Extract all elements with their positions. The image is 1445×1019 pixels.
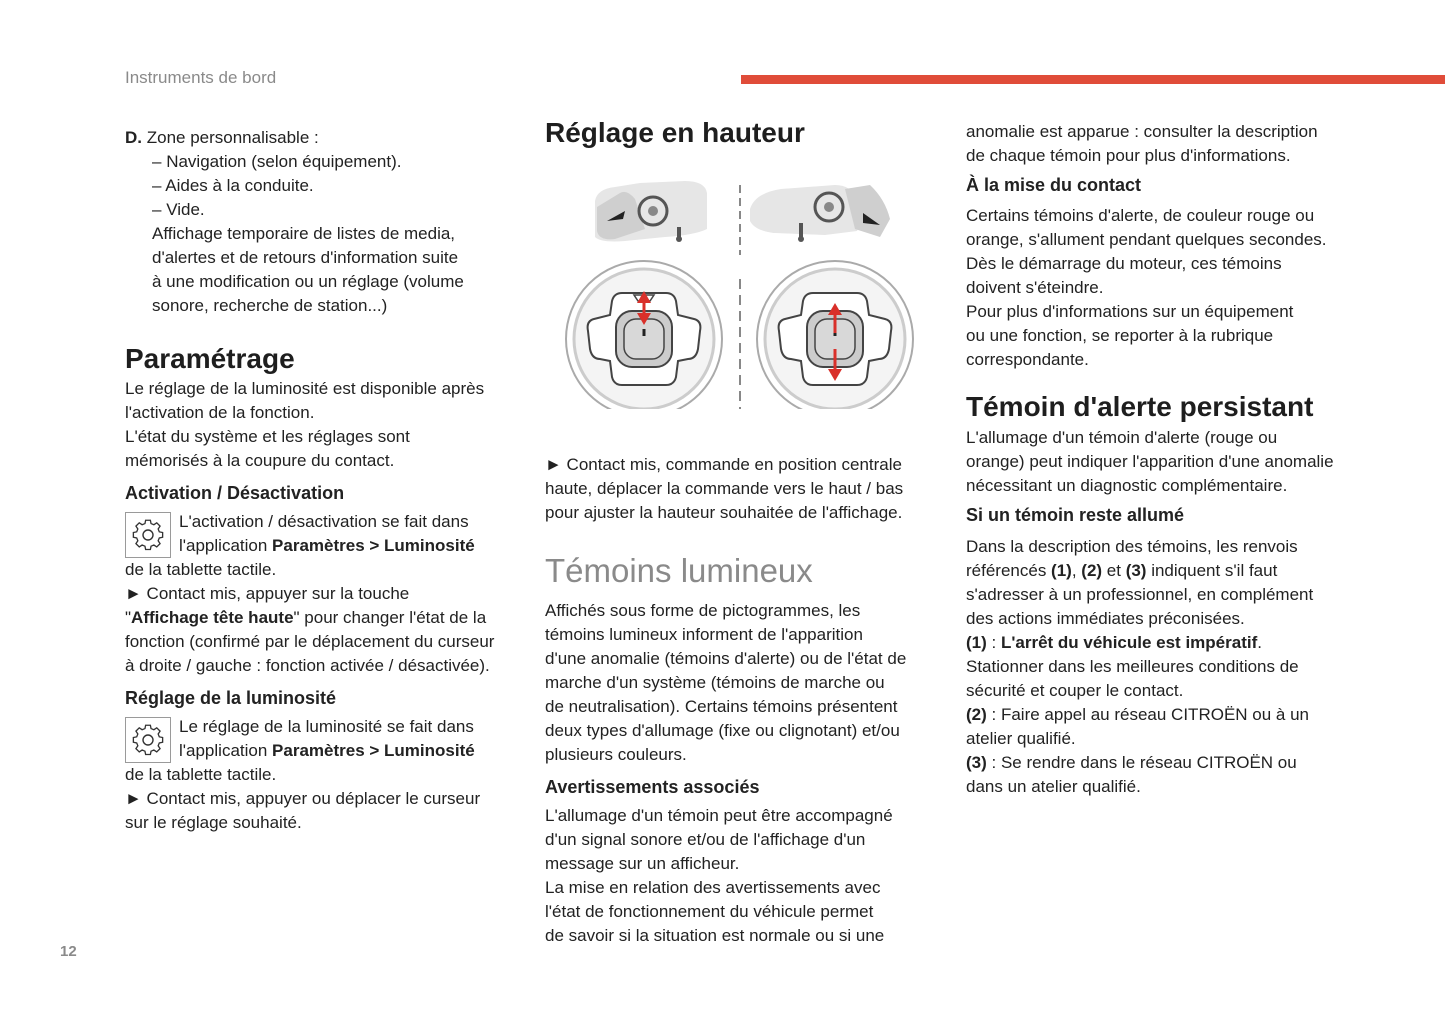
ref-1-line: sécurité et couper le contact.: [966, 681, 1184, 700]
section-header-title: Instruments de bord: [125, 68, 277, 87]
ref-1-line: Stationner dans les meilleures conditions de: [966, 657, 1299, 676]
temoins-line: d'une anomalie (témoins d'alerte) ou de l'état de: [545, 649, 907, 668]
mise-contact-heading: À la mise du contact: [966, 175, 1142, 195]
activation-line: de la tablette tactile.: [125, 560, 277, 579]
activation-heading: Activation / Désactivation: [125, 483, 345, 503]
steering-view-right: [750, 185, 890, 242]
luminosite-line: l'application Paramètres > Luminosité: [179, 741, 475, 760]
persistant-heading: Témoin d'alerte persistant: [966, 391, 1314, 422]
reste-allume-line: s'adresser à un professionnel, en complément: [966, 585, 1314, 604]
reglage-line: pour ajuster la hauteur souhaitée de l'affichage.: [545, 503, 903, 522]
temoins-line: plusieurs couleurs.: [545, 745, 687, 764]
parametrage-line: L'état du système et les réglages sont: [125, 427, 410, 446]
reglage-line: ► Contact mis, commande en position centrale: [545, 455, 902, 474]
temoins-line: de neutralisation). Certains témoins présentent: [545, 697, 898, 716]
mise-contact-line: ou une fonction, se reporter à la rubrique: [966, 326, 1274, 345]
ref-1-line: (1) : L'arrêt du véhicule est impératif.: [966, 633, 1262, 652]
temoins-line: marche d'un système (témoins de marche ou: [545, 673, 885, 692]
continuation-line: anomalie est apparue : consulter la description: [966, 122, 1318, 141]
persistant-line: L'allumage d'un témoin d'alerte (rouge ou: [966, 428, 1278, 447]
zone-d-affichage-line: sonore, recherche de station...): [152, 296, 388, 315]
zone-d-title: Zone personnalisable :: [146, 128, 319, 147]
temoins-line: Affichés sous forme de pictogrammes, les: [545, 601, 861, 620]
temoins-line: témoins lumineux informent de l'apparition: [545, 625, 863, 644]
luminosite-heading: Réglage de la luminosité: [125, 688, 337, 708]
activation-line: L'activation / désactivation se fait dans: [179, 512, 469, 531]
list-item: – Navigation (selon équipement).: [152, 152, 402, 171]
column-left: [125, 126, 525, 835]
mise-contact-line: orange, s'allument pendant quelques secondes.: [966, 230, 1327, 249]
temoins-line: deux types d'allumage (fixe ou clignotant) et/ou: [545, 721, 900, 740]
reste-allume-line: des actions immédiates préconisées.: [966, 609, 1245, 628]
zone-d-affichage-line: d'alertes et de retours d'information suite: [152, 248, 459, 267]
ref-3-line: (3) : Se rendre dans le réseau CITROËN ou: [966, 753, 1297, 772]
mise-contact-line: correspondante.: [966, 350, 1089, 369]
zone-d-list: [125, 150, 525, 318]
list-item: – Aides à la conduite.: [152, 176, 314, 195]
zone-d-affichage-line: à une modification ou un réglage (volume: [152, 272, 464, 291]
ref-2-line: (2) : Faire appel au réseau CITROËN ou à un: [966, 705, 1310, 724]
activation-line: l'application Paramètres > Luminosité: [179, 536, 475, 555]
mise-contact-line: doivent s'éteindre.: [966, 278, 1104, 297]
activation-step: fonction (confirmé par le déplacement du curseur: [125, 632, 495, 651]
activation-step: à droite / gauche : fonction activée / désactivée).: [125, 656, 490, 675]
zone-d-title-line: [125, 126, 525, 150]
reste-allume-line: référencés (1), (2) et (3) indiquent s'il faut: [966, 561, 1278, 580]
activation-step: ► Contact mis, appuyer sur la touche: [125, 584, 410, 603]
temoins-heading: Témoins lumineux: [545, 552, 813, 589]
mise-contact-line: Dès le démarrage du moteur, ces témoins: [966, 254, 1282, 273]
reste-allume-heading: Si un témoin reste allumé: [966, 505, 1185, 525]
persistant-line: orange) peut indiquer l'apparition d'une anomalie: [966, 452, 1334, 471]
list-item: – Vide.: [152, 200, 205, 219]
continuation-line: de chaque témoin pour plus d'informations.: [966, 146, 1291, 165]
mise-contact-line: Certains témoins d'alerte, de couleur rouge ou: [966, 206, 1315, 225]
reglage-line: haute, déplacer la commande vers le haut / bas: [545, 479, 904, 498]
reste-allume-line: Dans la description des témoins, les renvois: [966, 537, 1298, 556]
activation-block: [125, 510, 525, 678]
parametrage-line: Le réglage de la luminosité est disponible après: [125, 379, 485, 398]
luminosite-block: [125, 715, 525, 835]
avertissements-line: message sur un afficheur.: [545, 854, 740, 873]
avertissements-heading: Avertissements associés: [545, 777, 760, 797]
luminosite-line: Le réglage de la luminosité se fait dans: [179, 717, 474, 736]
gear-icon: [125, 717, 171, 763]
height-adjust-illustration: [545, 159, 935, 409]
header-accent-bar: [741, 75, 1445, 84]
steering-control-left: [566, 261, 722, 409]
luminosite-step: ► Contact mis, appuyer ou déplacer le curseur: [125, 789, 481, 808]
steering-view-left: [595, 181, 707, 242]
zone-d-affichage-line: Affichage temporaire de listes de media,: [152, 224, 456, 243]
avertissements-line: de savoir si la situation est normale ou si une: [545, 926, 885, 945]
steering-control-right: [757, 261, 913, 409]
luminosite-step: sur le réglage souhaité.: [125, 813, 302, 832]
page-number: 12: [60, 943, 77, 960]
activation-step: "Affichage tête haute" pour changer l'état de la: [125, 608, 487, 627]
gear-icon: [125, 512, 171, 558]
avertissements-line: La mise en relation des avertissements avec: [545, 878, 881, 897]
parametrage-heading: Paramétrage: [125, 343, 295, 374]
column-right: [966, 120, 1366, 799]
parametrage-line: l'activation de la fonction.: [125, 403, 315, 422]
zone-d-letter: D.: [125, 128, 142, 147]
avertissements-line: l'état de fonctionnement du véhicule permet: [545, 902, 874, 921]
reglage-heading: Réglage en hauteur: [545, 117, 805, 148]
ref-3-line: dans un atelier qualifié.: [966, 777, 1141, 796]
parametrage-line: mémorisés à la coupure du contact.: [125, 451, 395, 470]
avertissements-line: L'allumage d'un témoin peut être accompagné: [545, 806, 893, 825]
mise-contact-line: Pour plus d'informations sur un équipement: [966, 302, 1294, 321]
column-middle: [545, 115, 935, 948]
avertissements-line: d'un signal sonore et/ou de l'affichage d'un: [545, 830, 866, 849]
luminosite-line: de la tablette tactile.: [125, 765, 277, 784]
persistant-line: nécessitant un diagnostic complémentaire.: [966, 476, 1288, 495]
ref-2-line: atelier qualifié.: [966, 729, 1076, 748]
